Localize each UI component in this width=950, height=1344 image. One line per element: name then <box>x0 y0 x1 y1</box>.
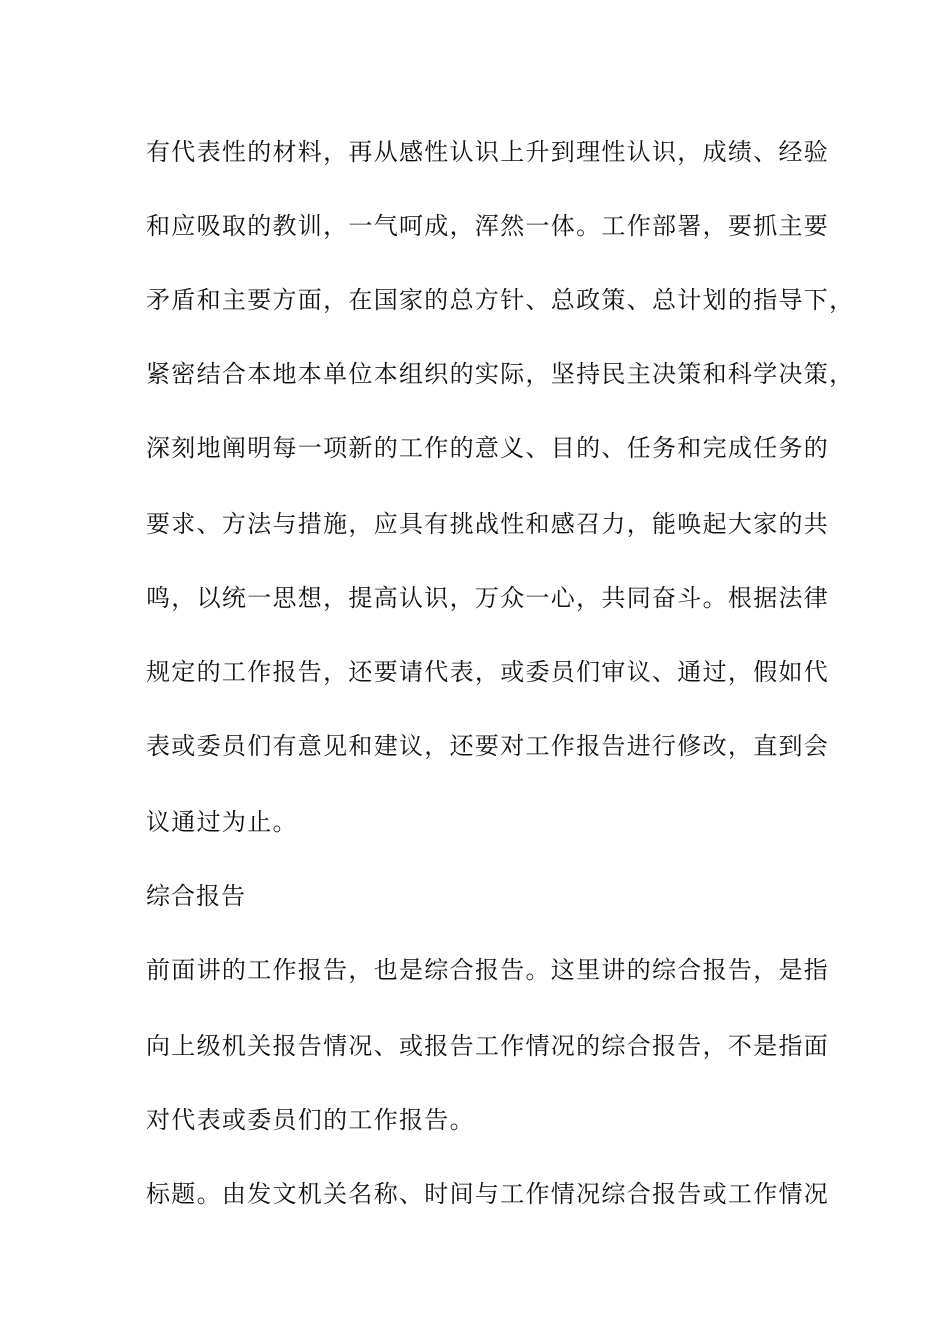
paragraph-line: 矛盾和主要方面，在国家的总方针、总政策、总计划的指导下， <box>146 286 855 314</box>
paragraph-line: 紧密结合本地本单位本组织的实际，坚持民主决策和科学决策， <box>146 360 855 388</box>
paragraph-line: 要求、方法与措施，应具有挑战性和感召力，能唤起大家的共 <box>146 510 830 538</box>
paragraph-line: 标题。由发文机关名称、时间与工作情况综合报告或工作情况 <box>146 1180 830 1208</box>
paragraph-line: 前面讲的工作报告，也是综合报告。这里讲的综合报告，是指 <box>146 956 830 984</box>
paragraph-line: 议通过为止。 <box>146 808 298 836</box>
paragraph-line: 向上级机关报告情况、或报告工作情况的综合报告，不是指面 <box>146 1032 830 1060</box>
paragraph-line: 对代表或委员们的工作报告。 <box>146 1106 475 1134</box>
paragraph-line: 鸣，以统一思想，提高认识，万众一心，共同奋斗。根据法律 <box>146 584 830 612</box>
paragraph-line: 和应吸取的教训，一气呵成，浑然一体。工作部署，要抓主要 <box>146 212 830 240</box>
paragraph-line: 表或委员们有意见和建议，还要对工作报告进行修改，直到会 <box>146 732 830 760</box>
paragraph-line: 规定的工作报告，还要请代表，或委员们审议、通过，假如代 <box>146 658 830 686</box>
section-heading: 综合报告 <box>146 882 246 910</box>
paragraph-line: 深刻地阐明每一项新的工作的意义、目的、任务和完成任务的 <box>146 434 830 462</box>
paragraph-line: 有代表性的材料，再从感性认识上升到理性认识，成绩、经验 <box>146 138 830 166</box>
